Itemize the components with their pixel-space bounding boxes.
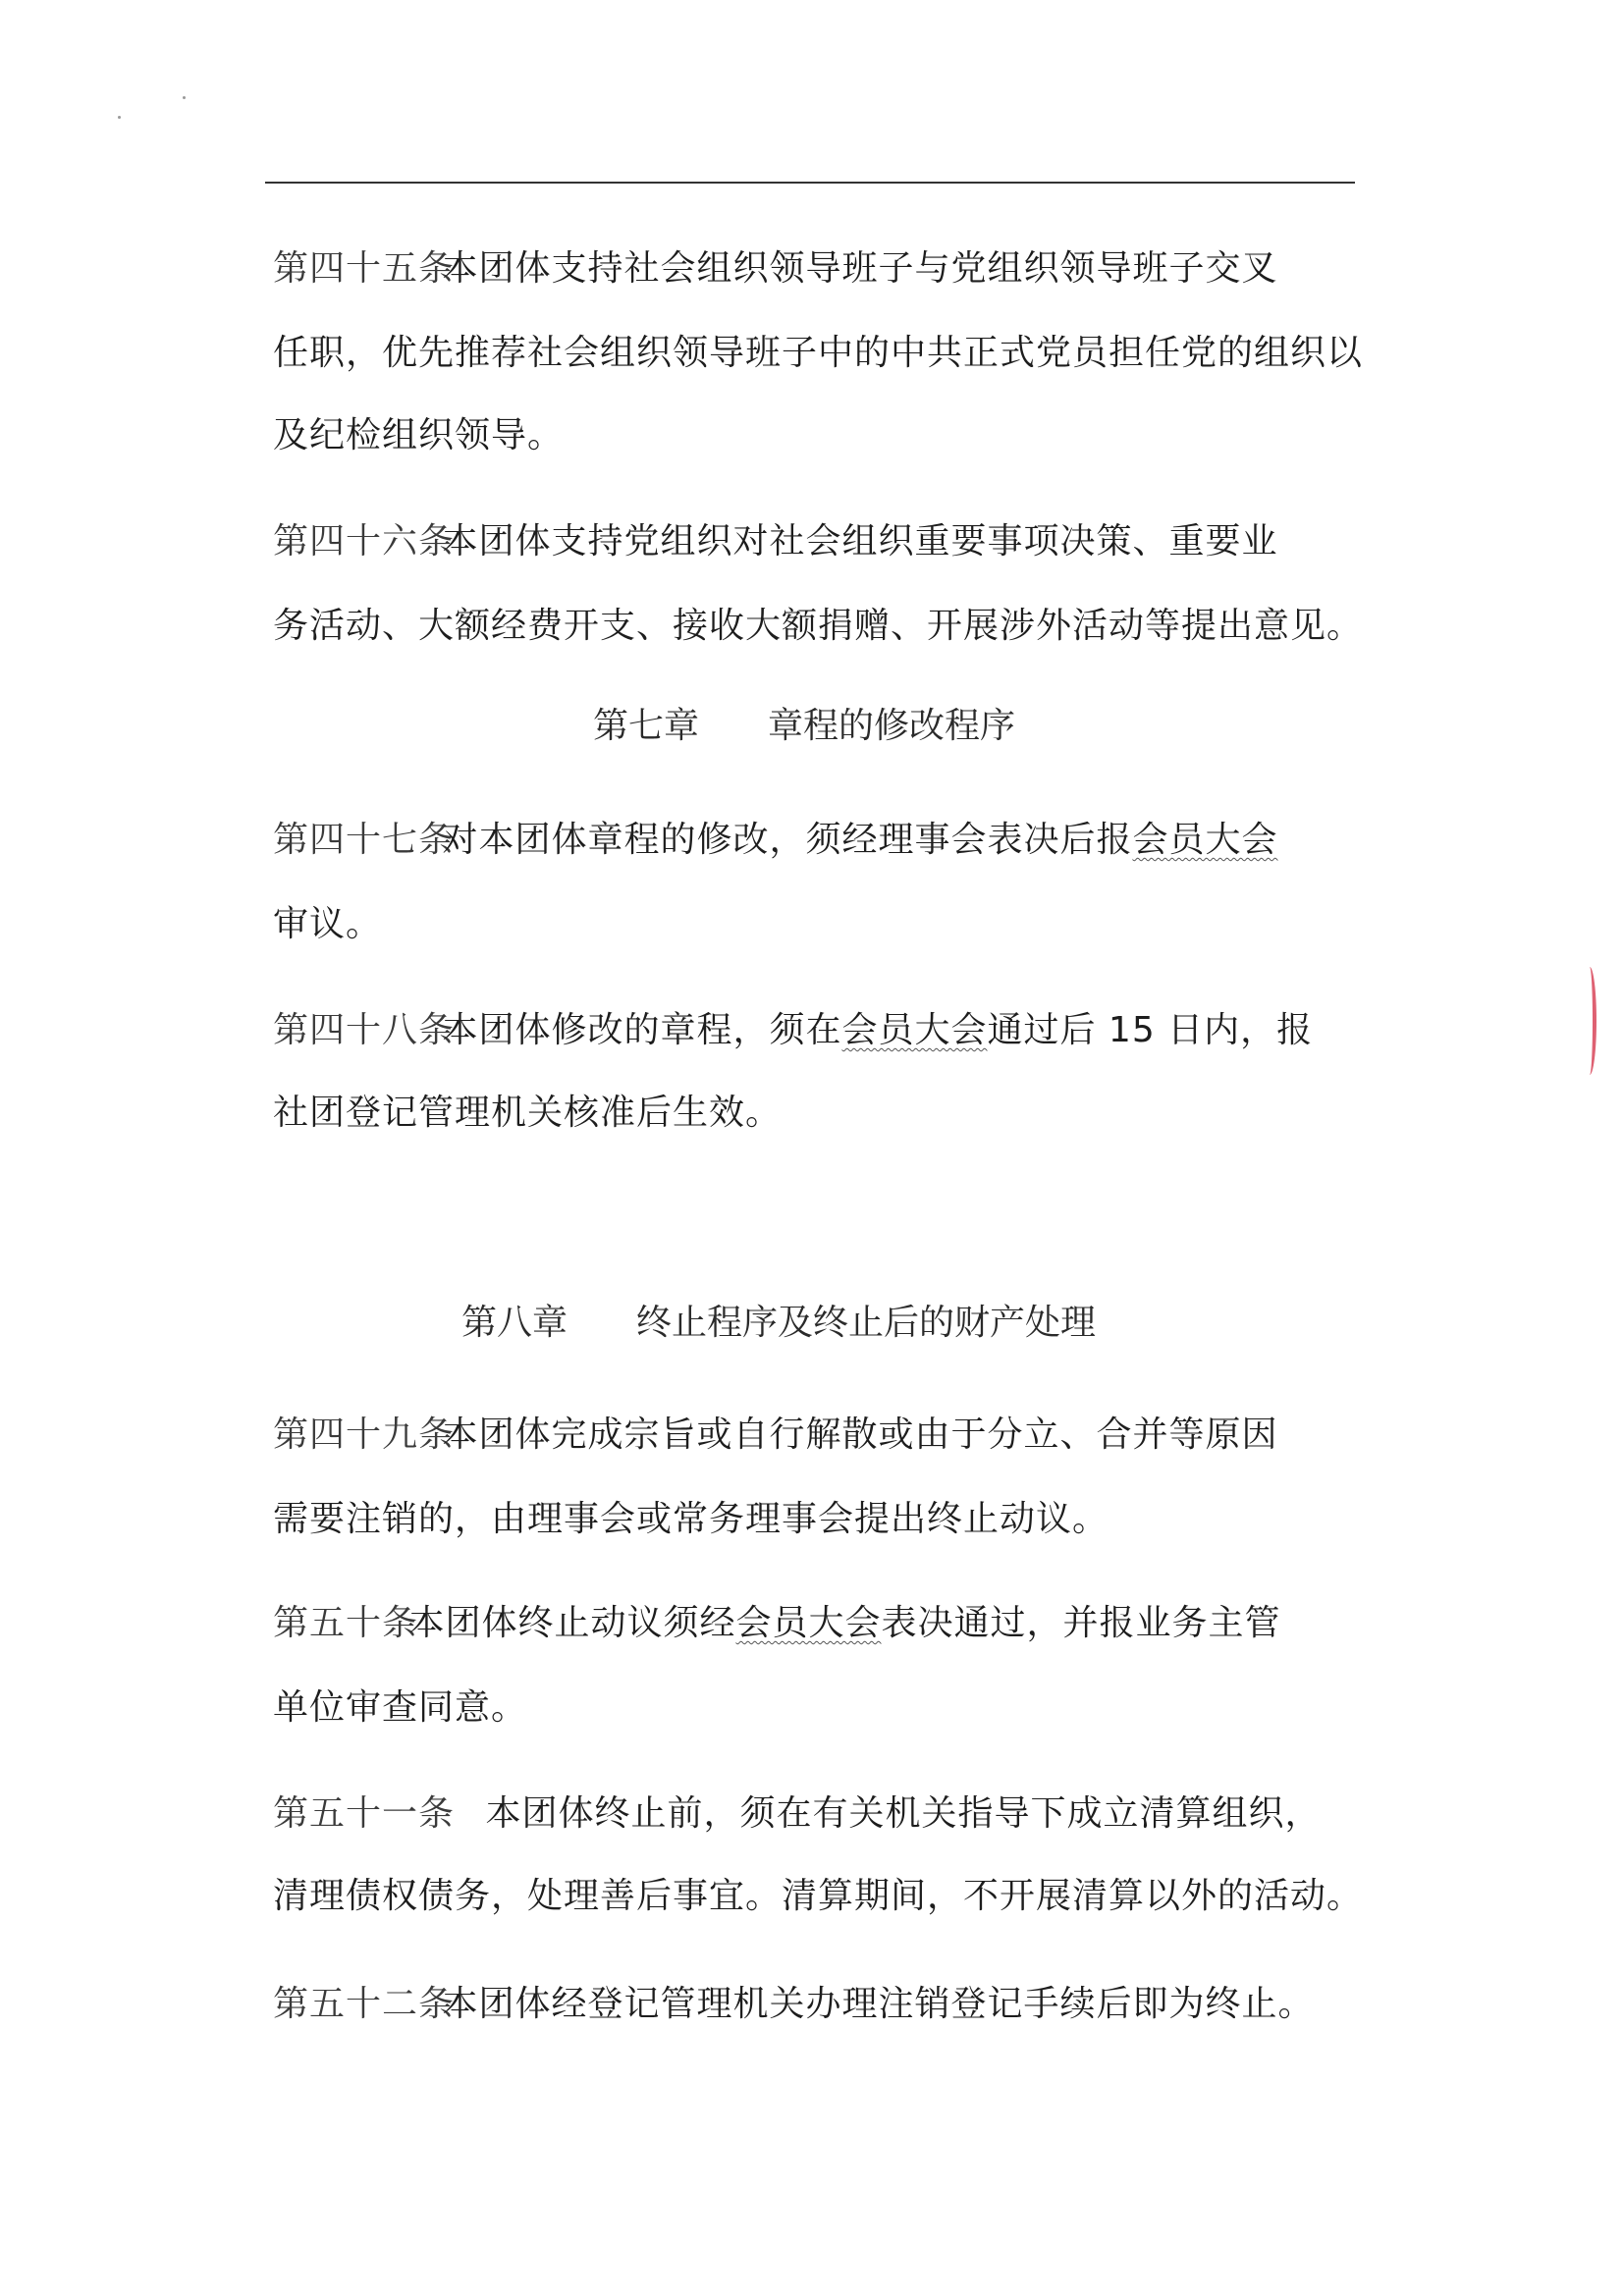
chapter-title: 章程的修改程序 [768, 706, 1016, 746]
article-text: 本团体终止动议须经会员大会表决通过，并报业务主管 [408, 1603, 1281, 1643]
article-text: 本团体终止前，须在有关机关指导下成立清算组织， [485, 1793, 1322, 1834]
chapter-8-heading [461, 1302, 1096, 1345]
article-51-line-2: 清理债权债务，处理善后事宜。清算期间，不开展清算以外的活动。 [273, 1876, 1364, 1916]
article-text: 本团体修改的章程，须在会员大会通过后 15 日内，报 [442, 1010, 1314, 1050]
article-47-line-2: 审议。 [273, 904, 383, 944]
article-text: 本团体完成宗旨或自行解散或由于分立、合并等原因 [442, 1415, 1278, 1455]
chapter-7-heading [593, 705, 1015, 748]
article-48-line-2: 社团登记管理机关核准后生效。 [273, 1093, 783, 1133]
scan-speck [183, 96, 186, 99]
underlined-term: 会员大会 [735, 1603, 882, 1643]
article-49-line-1 [273, 1414, 1277, 1457]
scan-speck [118, 116, 121, 119]
article-49-line-2: 需要注销的，由理事会或常务理事会提出终止动议。 [273, 1499, 1109, 1539]
article-text: 对本团体章程的修改，须经理事会表决后报会员大会 [442, 820, 1278, 860]
article-47-line-1 [273, 819, 1277, 862]
underlined-term: 会员大会 [841, 1010, 988, 1050]
underlined-term: 会员大会 [1132, 820, 1278, 860]
article-45-line-1 [273, 247, 1277, 291]
article-48-line-1 [273, 1009, 1313, 1052]
article-number: 第四十六条 [273, 521, 456, 561]
header-rule [265, 182, 1355, 184]
article-number: 第四十七条 [273, 820, 456, 860]
chapter-number: 第七章 [593, 706, 700, 746]
article-52-line-1 [273, 1983, 1314, 2026]
article-text: 本团体支持社会组织领导班子与党组织领导班子交叉 [442, 248, 1278, 289]
article-number: 第四十八条 [273, 1010, 456, 1050]
chapter-number: 第八章 [461, 1303, 568, 1343]
article-51-line-1 [273, 1792, 1321, 1836]
article-45-line-2: 任职，优先推荐社会组织领导班子中的中共正式党员担任党的组织以 [273, 333, 1364, 373]
article-45-line-3: 及纪检组织领导。 [273, 415, 565, 455]
chapter-title: 终止程序及终止后的财产处理 [636, 1303, 1097, 1343]
article-50-line-1 [273, 1602, 1281, 1645]
article-number: 第四十九条 [273, 1415, 456, 1455]
article-text: 本团体经登记管理机关办理注销登记手续后即为终止。 [442, 1984, 1315, 2024]
article-text: 本团体支持党组织对社会组织重要事项决策、重要业 [442, 521, 1278, 561]
article-number: 第五十一条 [273, 1793, 456, 1834]
article-number: 第四十五条 [273, 248, 456, 289]
article-number: 第五十二条 [273, 1984, 456, 2024]
article-50-line-2: 单位审查同意。 [273, 1687, 528, 1728]
red-pen-mark [1583, 967, 1596, 1075]
article-46-line-2: 务活动、大额经费开支、接收大额捐赠、开展涉外活动等提出意见。 [273, 606, 1364, 646]
article-46-line-1 [273, 520, 1277, 563]
article-number: 第五十条 [273, 1603, 419, 1643]
